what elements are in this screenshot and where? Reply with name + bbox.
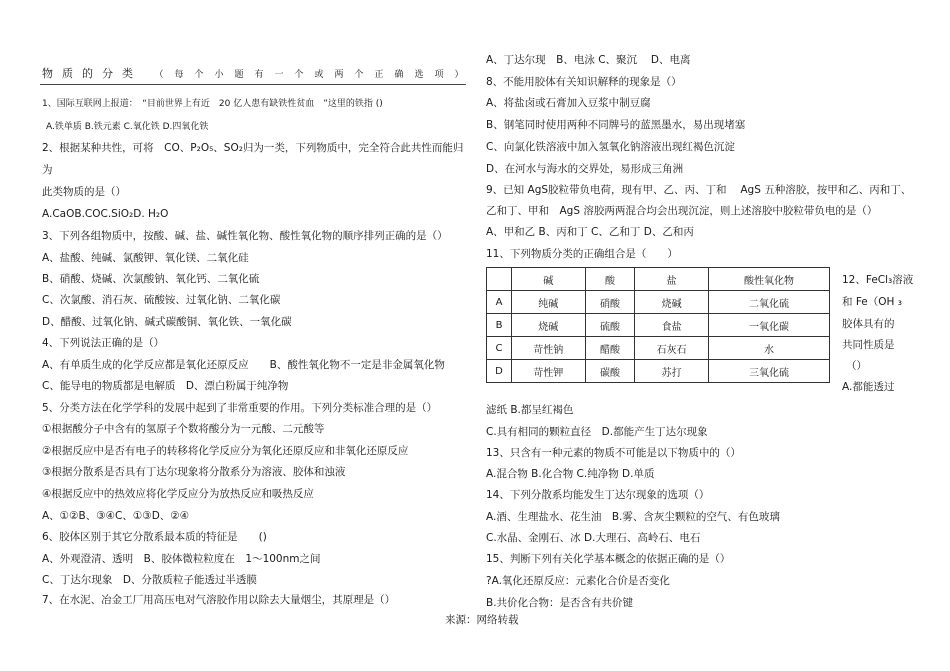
q3-option-a: A、盐酸、纯碱、氯酸钾、氧化镁、二氧化硅 [42,252,249,264]
q12-stem-3: 胶体具有的 [842,318,895,330]
q8-stem: 8、不能用胶体有关知识解释的现象是（） [486,76,682,88]
q12-stem-2: 和 Fe（OH ₃ [842,296,902,308]
table-cell: 苏打 [635,360,709,383]
q9-stem-cont: 乙和丁、甲和 AgS 溶胶两两混合均会出现沉淀，则上述溶胶中胶粒带负电的是（） [486,205,878,217]
table-cell: 烧碱 [512,314,586,337]
q3-option-d: D、醋酸、过氧化钠、碱式碳酸铜、氧化铁、一氧化碳 [42,316,292,328]
q2-stem-cont: 此类物质的是（） [42,186,126,198]
q13-options: A.混合物 B.化合物 C.纯净物 D.单质 [486,468,655,480]
table-cell: 一氧化碳 [708,314,829,337]
page-footer-source: 来源：网络转载 [445,614,519,626]
q4-stem: 4、下列说法正确的是（） [42,337,165,349]
page-title [42,67,475,82]
q2-options: A.CaOB.COC.SiO₂D. H₂O [42,208,169,220]
q11-stem: 11、下列物质分类的正确组合是（ ） [486,248,678,260]
table-cell: 二氧化硫 [708,291,829,314]
table-cell: 三氧化硫 [708,360,829,383]
table-cell: C [487,337,512,360]
q4-options-ab: A、有单质生成的化学反应都是氧化还原反应 B、酸性氧化物不一定是非金属氧化物 [42,359,445,371]
classification-table [486,267,830,383]
table-cell: 硝酸 [585,291,635,314]
q7-options: A、丁达尔现 B、电泳 C、聚沉 D、电离 [486,54,691,66]
table-cell: D [487,360,512,383]
q6-stem: 6、胶体区别于其它分散系最本质的特征是 () [42,531,267,543]
table-row [487,360,830,383]
q8-option-a: A、将盐卤或石膏加入豆浆中制豆腐 [486,97,651,109]
q8-option-b: B、钢笔同时使用两种不同牌号的蓝黑墨水，易出现堵塞 [486,119,746,131]
table-cell: 碳酸 [585,360,635,383]
table-cell: 纯碱 [512,291,586,314]
table-cell: 苛性钾 [512,360,586,383]
q12-options-ab: 滤纸 B.都呈红褐色 [486,404,574,416]
q3-option-b: B、硝酸、烧碱、次氯酸钠、氧化钙、二氧化硫 [42,273,260,285]
q1-options: A.铁单质 B.铁元素 C.氧化铁 D.四氧化铁 [46,122,209,132]
q5-options: A、①②B、③④C、①③D、②④ [42,510,190,522]
q1-stem: 1、国际互联网上报道： “目前世界上有近 20 亿人患有缺铁性贫血 ”这里的铁指 () [42,99,383,109]
table-header-cell: 盐 [635,268,709,291]
q7-stem: 7、在水泥、冶金工厂用高压电对气溶胶作用以除去大量烟尘，其原理是（） [42,594,396,606]
table-header-cell: 碱 [512,268,586,291]
q2-stem-wrap: 为 [42,164,53,176]
q4-options-cd: C、能导电的物质都是电解质 D、漂白粉属于纯净物 [42,380,289,392]
table-cell: 苛性钠 [512,337,586,360]
q5-statement-4: ④根据反应中的热效应将化学反应分为放热反应和吸热反应 [42,488,314,500]
q6-options-ab: A、外观澄清、透明 B、胶体微粒粒度在 1～100nm之间 [42,553,321,565]
table-header-cell: 酸 [585,268,635,291]
q9-stem: 9、已知 AgS胶粒带负电荷，现有甲、乙、丙、丁和 AgS 五种溶胶，按甲和乙、丙和丁、 [486,184,912,196]
table-row [487,291,830,314]
q15-stem: 15、判断下列有关化学基本概念的依据正确的是（） [486,553,731,565]
q14-options-ab: A.酒、生理盐水、花生油 B.雾、含灰尘颗粒的空气、有色玻璃 [486,511,780,523]
q12-stem-1: 12、FeCl₃溶液 [842,274,914,286]
title-divider [40,84,466,85]
q3-stem: 3、下列各组物质中，按酸、碱、盐、碱性氧化物、酸性氧化物的顺序排列正确的是（） [42,230,448,242]
q12-option-a: A.都能透过 [842,381,895,393]
table-row [487,337,830,360]
table-header-cell: 酸性氧化物 [708,268,829,291]
q6-options-cd: C、丁达尔现象 D、分散质粒子能透过半透膜 [42,574,257,586]
table-cell: 硫酸 [585,314,635,337]
q15-option-b: B.共价化合物：是否含有共价键 [486,597,634,609]
table-cell: 水 [708,337,829,360]
table-cell: B [487,314,512,337]
q3-option-c: C、次氯酸、消石灰、硫酸铵、过氧化钠、二氧化碳 [42,294,281,306]
q14-stem: 14、下列分散系均能发生丁达尔现象的选项（） [486,489,710,501]
table-cell: 石灰石 [635,337,709,360]
q15-option-a: ?A.氧化还原反应：元素化合价是否变化 [486,575,670,587]
table-cell: 醋酸 [585,337,635,360]
q12-stem-5: （） [846,360,867,372]
q5-statement-1: ①根据酸分子中含有的氢原子个数将酸分为一元酸、二元酸等 [42,423,325,435]
table-header-row [487,268,830,291]
q12-options-cd: C.具有相同的颗粒直径 D.都能产生丁达尔现象 [486,426,708,438]
q14-options-cd: C.水晶、金刚石、冰 D.大理石、高岭石、电石 [486,532,701,544]
q9-options: A、甲和乙 B、丙和丁 C、乙和丁 D、乙和丙 [486,226,694,238]
q5-statement-3: ③根据分散系是否具有丁达尔现象将分散系分为溶液、胶体和浊液 [42,466,346,478]
table-row [487,314,830,337]
q13-stem: 13、只含有一种元素的物质不可能是以下物质中的（） [486,447,741,459]
table-header-cell [487,268,512,291]
q5-statement-2: ②根据反应中是否有电子的转移将化学反应分为氧化还原反应和非氧化还原反应 [42,445,409,457]
q8-option-c: C、向氯化铁溶液中加入氢氧化钠溶液出现红褐色沉淀 [486,141,735,153]
table-cell: A [487,291,512,314]
q2-stem: 2、根据某种共性，可将 CO、P₂O₅、SO₂归为一类，下列物质中，完全符合此共性而能归 [42,142,464,154]
table-cell: 烧碱 [635,291,709,314]
table-cell: 食盐 [635,314,709,337]
q5-stem: 5、分类方法在化学学科的发展中起到了非常重要的作用。下列分类标准合理的是（） [42,402,438,414]
title-subtitle: （每个小题有一个或两个正确选项） [154,70,475,80]
q12-stem-4: 共同性质是 [842,339,895,351]
title-text: 物质的分类 [42,67,142,80]
q8-option-d: D、在河水与海水的交界处，易形成三角洲 [486,163,684,175]
